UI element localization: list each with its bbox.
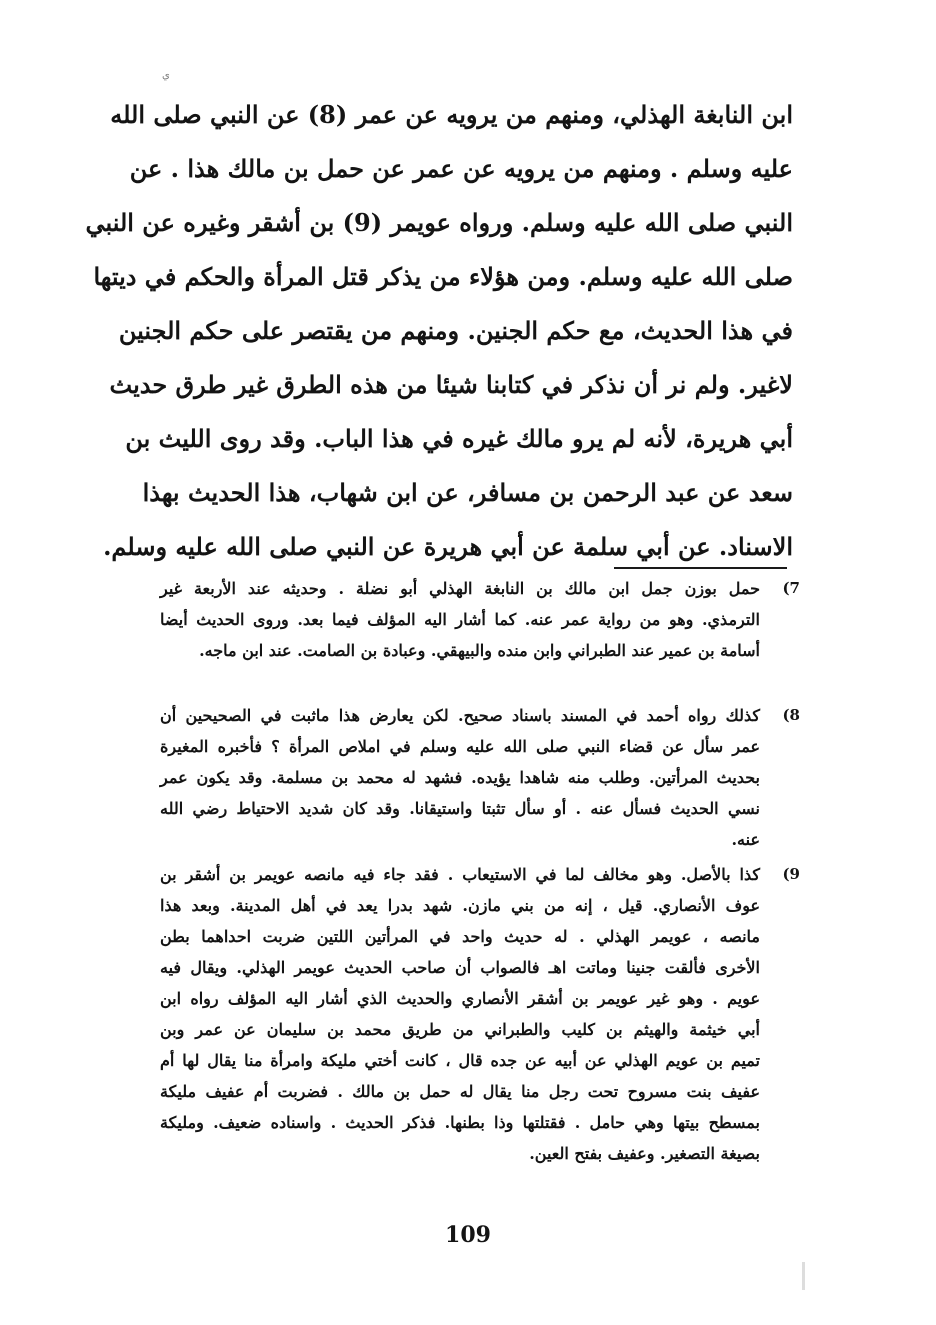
footnote-line: عمر سأل عن قضاء النبي صلى الله عليه وسلم في املاص المرأة ؟ فأخبره المغيرة bbox=[160, 737, 760, 756]
footnote-line: بحديث المرأتين. وطلب منه شاهدا يؤيده. فشهد له محمد بن مسلمة. وقد يكون عمر bbox=[160, 768, 760, 787]
footnote-line: الترمذي. وهو من رواية عمر عنه. كما أشار اليه المؤلف فيما بعد. وروى الحديث أيضا bbox=[160, 610, 760, 629]
main-line: سعد عن عبد الرحمن بن مسافر، عن ابن شهاب، هذا الحديث بهذا bbox=[142, 478, 793, 507]
footnote-line: كذلك رواه أحمد في المسند باسناد صحيح. لكن يعارض هذا ماثبت في الصحيحين أن bbox=[160, 706, 760, 725]
footnote-line: بصيغة التصغير. وعفيف بفتح العين. bbox=[529, 1144, 760, 1163]
footnote-line: نسي الحديث فسأل عنه . أو سأل تثبتا واستيقانا. وقد كان شديد الاحتياط رضي الله bbox=[160, 799, 760, 818]
main-line: النبي صلى الله عليه وسلم. ورواه عويمر (9) بن أشقر وغيره عن النبي bbox=[85, 208, 793, 237]
main-line: صلى الله عليه وسلم. ومن هؤلاء من يذكر قتل المرأة والحكم في ديتها bbox=[93, 262, 793, 291]
main-line: أبي هريرة، لأنه لم يرو مالك غيره في هذا الباب. وقد روى الليث بن bbox=[125, 424, 793, 453]
scan-edge-mark bbox=[802, 1262, 805, 1290]
footnote-number: (7 bbox=[782, 579, 800, 597]
footnotes-section bbox=[160, 573, 800, 1169]
footnote-number: (9 bbox=[782, 865, 800, 883]
footnote-line: أبي خيثمة والهيثم بن كليب والطبراني من طريق محمد بن سليمان عن عمر وبن bbox=[160, 1020, 760, 1039]
footnote-line: عنه. bbox=[731, 830, 760, 849]
footnote-number: (8 bbox=[782, 706, 800, 724]
footnote-line: بمسطح بيتها وهي حامل . فقتلتها وذا بطنها. فذكر الحديث . واسناده ضعيف. ومليكة bbox=[160, 1113, 761, 1132]
main-line: ابن النابغة الهذلي، ومنهم من يرويه عن عمر (8) عن النبي صلى الله bbox=[110, 100, 793, 129]
footnote-line: الأخرى فألقت جنينا وماتت اهـ فالصواب أن صاحب الحديث عويمر الهذلي. ويقال فيه bbox=[160, 958, 760, 977]
footnote-line: عوف الأنصاري. قيل ، إنه من بني مازن. شهد بدرا يعد في أهل المدينة. وبعد هذا bbox=[160, 896, 760, 915]
main-body-text bbox=[85, 88, 793, 574]
footnote-line: أسامة بن عمير عند الطبراني وابن منده والبيهقي. وعبادة بن الصامت. عند ابن ماجه. bbox=[199, 641, 760, 660]
main-line: عليه وسلم . ومنهم من يرويه عن عمر عن حمل بن مالك هذا . عن bbox=[129, 154, 793, 183]
main-line: في هذا الحديث، مع حكم الجنين. ومنهم من يقتصر على حكم الجنين bbox=[118, 316, 793, 345]
footnote-line: كذا بالأصل. وهو مخالف لما في الاستيعاب . فقد جاء فيه مانصه عويمر بن أشقر بن bbox=[160, 865, 760, 884]
footnote-separator-rule bbox=[614, 567, 787, 569]
corner-mark: ي bbox=[162, 70, 170, 81]
main-line: لاغير. ولم نر أن نذكر في كتابنا شيئا من هذه الطرق غير طرق حديث bbox=[109, 370, 793, 399]
footnote-7 bbox=[160, 573, 800, 666]
footnote-line: تميم بن عويم الهذلي عن أبيه عن جده قال ، كانت أختي مليكة وامرأة منا يقال لها أم bbox=[160, 1051, 760, 1070]
footnote-9 bbox=[160, 859, 800, 1169]
page-number: 109 bbox=[445, 1222, 491, 1248]
footnote-line: مانصه ، عويمر الهذلي . له حديث واحد في المرأتين اللتين ضربت احداهما بطن bbox=[160, 927, 760, 946]
footnote-line: عفيف بنت مسروح تحت رجل منا يقال له حمل بن مالك . فضربت أم عفيف مليكة bbox=[160, 1082, 761, 1101]
main-line: الاسناد. عن أبي سلمة عن أبي هريرة عن النبي صلى الله عليه وسلم. bbox=[103, 532, 793, 561]
footnote-line: حمل بوزن جمل ابن مالك بن النابغة الهذلي أبو نضلة . وحديثه عند الأربعة غير bbox=[160, 579, 760, 598]
footnote-8 bbox=[160, 700, 800, 855]
footnote-line: عويم . وهو غير عويمر بن أشقر الأنصاري والحديث الذي أشار اليه المؤلف رواه ابن bbox=[160, 989, 760, 1008]
